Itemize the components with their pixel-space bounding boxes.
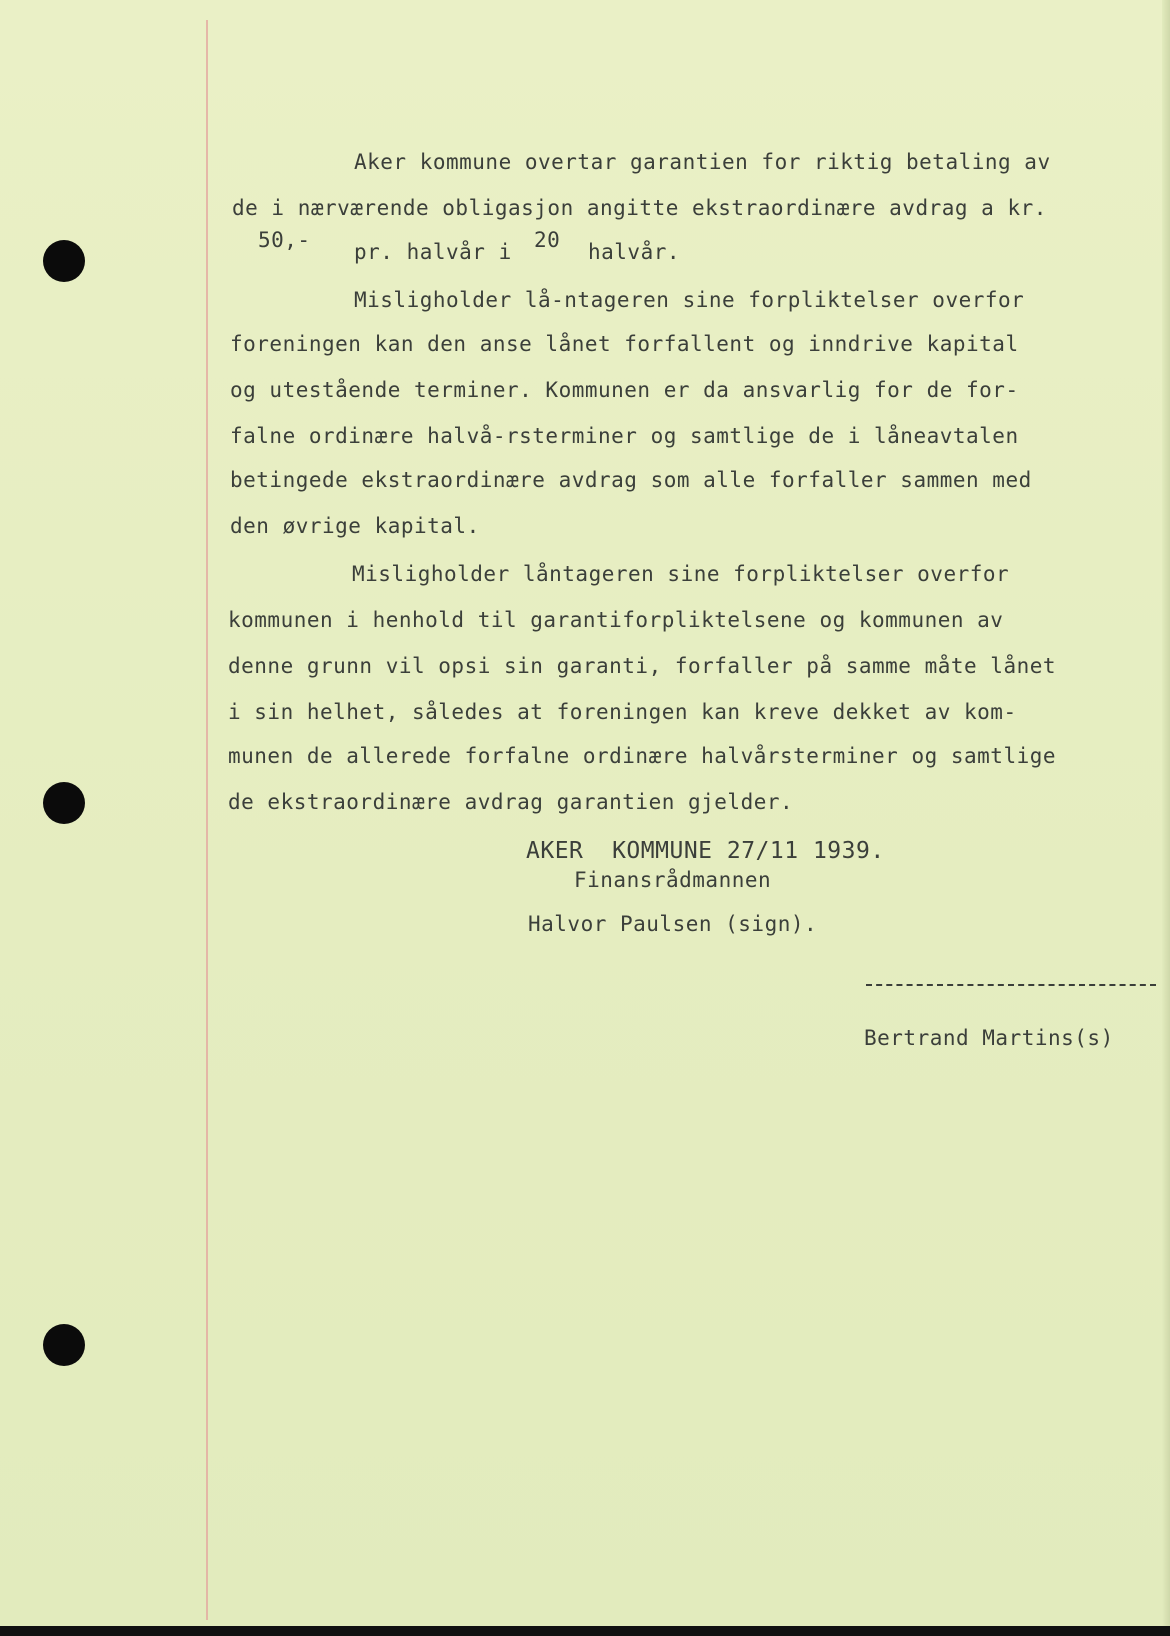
page-edge: [1162, 0, 1170, 1636]
text-line: de i nærværende obligasjon angitte ekstraordinære avdrag a kr.: [232, 196, 1047, 220]
scan-border: [0, 1626, 1170, 1636]
text-line: og utestående terminer. Kommunen er da ansvarlig for de for-: [230, 378, 1019, 402]
office-title: Finansrådmannen: [574, 868, 772, 892]
text-line: kommunen i henhold til garantiforpliktelsene og kommunen av: [228, 608, 1004, 632]
text-line: i sin helhet, således at foreningen kan kreve dekket av kom-: [228, 700, 1017, 724]
text-line: denne grunn vil opsi sin garanti, forfaller på samme måte lånet: [228, 654, 1057, 678]
text-line: Misligholder låntageren sine forpliktelser overfor: [352, 562, 1010, 586]
text-line: Aker kommune overtar garantien for riktig betaling av: [354, 150, 1051, 174]
text-line: de ekstraordinære avdrag garantien gjelder.: [228, 790, 794, 814]
text-line: Misligholder lå-ntageren sine forpliktelser overfor: [354, 288, 1025, 312]
second-signer: Bertrand Martins(s): [864, 1026, 1114, 1050]
count-value: 20: [534, 228, 561, 252]
punch-hole: [43, 1324, 85, 1366]
place-date: AKER KOMMUNE 27/11 1939.: [526, 838, 885, 864]
text-line: falne ordinære halvå-rsterminer og samtlige de i låneavtalen: [230, 424, 1019, 448]
punch-hole: [43, 240, 85, 282]
amount-value: 50,-: [258, 228, 311, 252]
signature-dash-line: [866, 984, 1156, 986]
text-line: pr. halvår i: [354, 240, 512, 264]
text-line: betingede ekstraordinære avdrag som alle forfaller sammen med: [230, 468, 1032, 492]
signer-name: Halvor Paulsen (sign).: [528, 912, 818, 936]
text-line: den øvrige kapital.: [230, 514, 480, 538]
punch-hole: [43, 782, 85, 824]
text-line: munen de allerede forfalne ordinære halvårsterminer og samtlige: [228, 744, 1057, 768]
text-line: halvår.: [588, 240, 681, 264]
text-line: foreningen kan den anse lånet forfallent og inndrive kapital: [230, 332, 1019, 356]
margin-rule: [206, 20, 208, 1620]
